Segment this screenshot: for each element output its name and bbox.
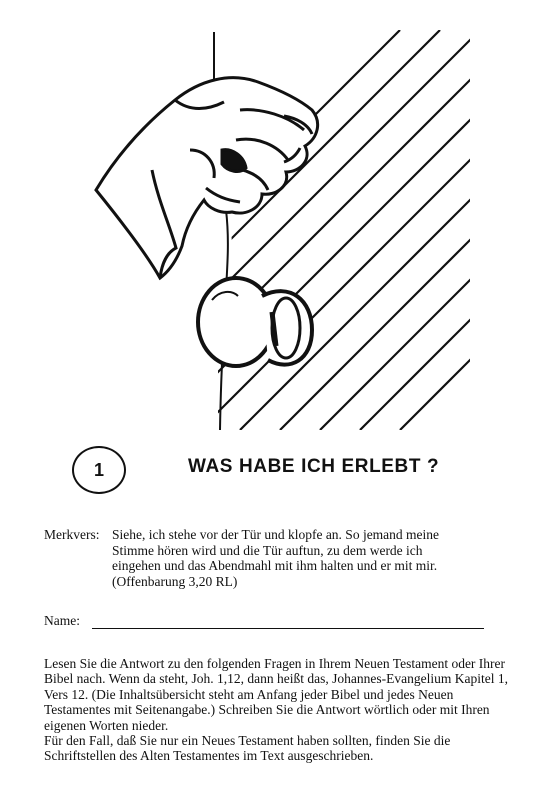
name-label: Name: (44, 613, 80, 628)
memory-verse-label: Merkvers: (44, 527, 100, 542)
instructions-paragraph-1: Lesen Sie die Antwort zu den folgenden Fragen in Ihrem Neuen Testament oder Ihrer Bibel nach. Wenn da steht, Joh. 1,12, dann heißt das, Johannes-Evangelium Kapitel 1, Vers 12. (Die Inhaltsübersicht steht am Anfang jeder Bibel und jedes Neuen Testamentes mit Seitenangabe.) Schreiben Sie die Antwort wörtlich oder mit Ihren eigenen Worten nieder. (44, 656, 508, 733)
lesson-number: 1 (93, 459, 104, 480)
name-input-line[interactable] (92, 628, 484, 629)
lesson-number-badge (72, 446, 126, 494)
fist (96, 78, 318, 278)
instructions-paragraph-2: Für den Fall, daß Sie nur ein Neues Testament haben sollten, finden Sie die Schriftstellen des Alten Testamentes im Text ausgeschrieben. (44, 733, 451, 764)
memory-verse-text: Siehe, ich stehe vor der Tür und klopfe an. So jemand meine Stimme hören wird und die Tür auftun, zu dem werde ich eingehen und das Abendmahl mit ihm halten und er mit mir. (Offenbarung 3,20 RL) (112, 527, 440, 589)
door-knob (198, 278, 312, 366)
instructions (44, 656, 516, 764)
lesson-title: WAS HABE ICH ERLEBT ? (188, 456, 440, 477)
